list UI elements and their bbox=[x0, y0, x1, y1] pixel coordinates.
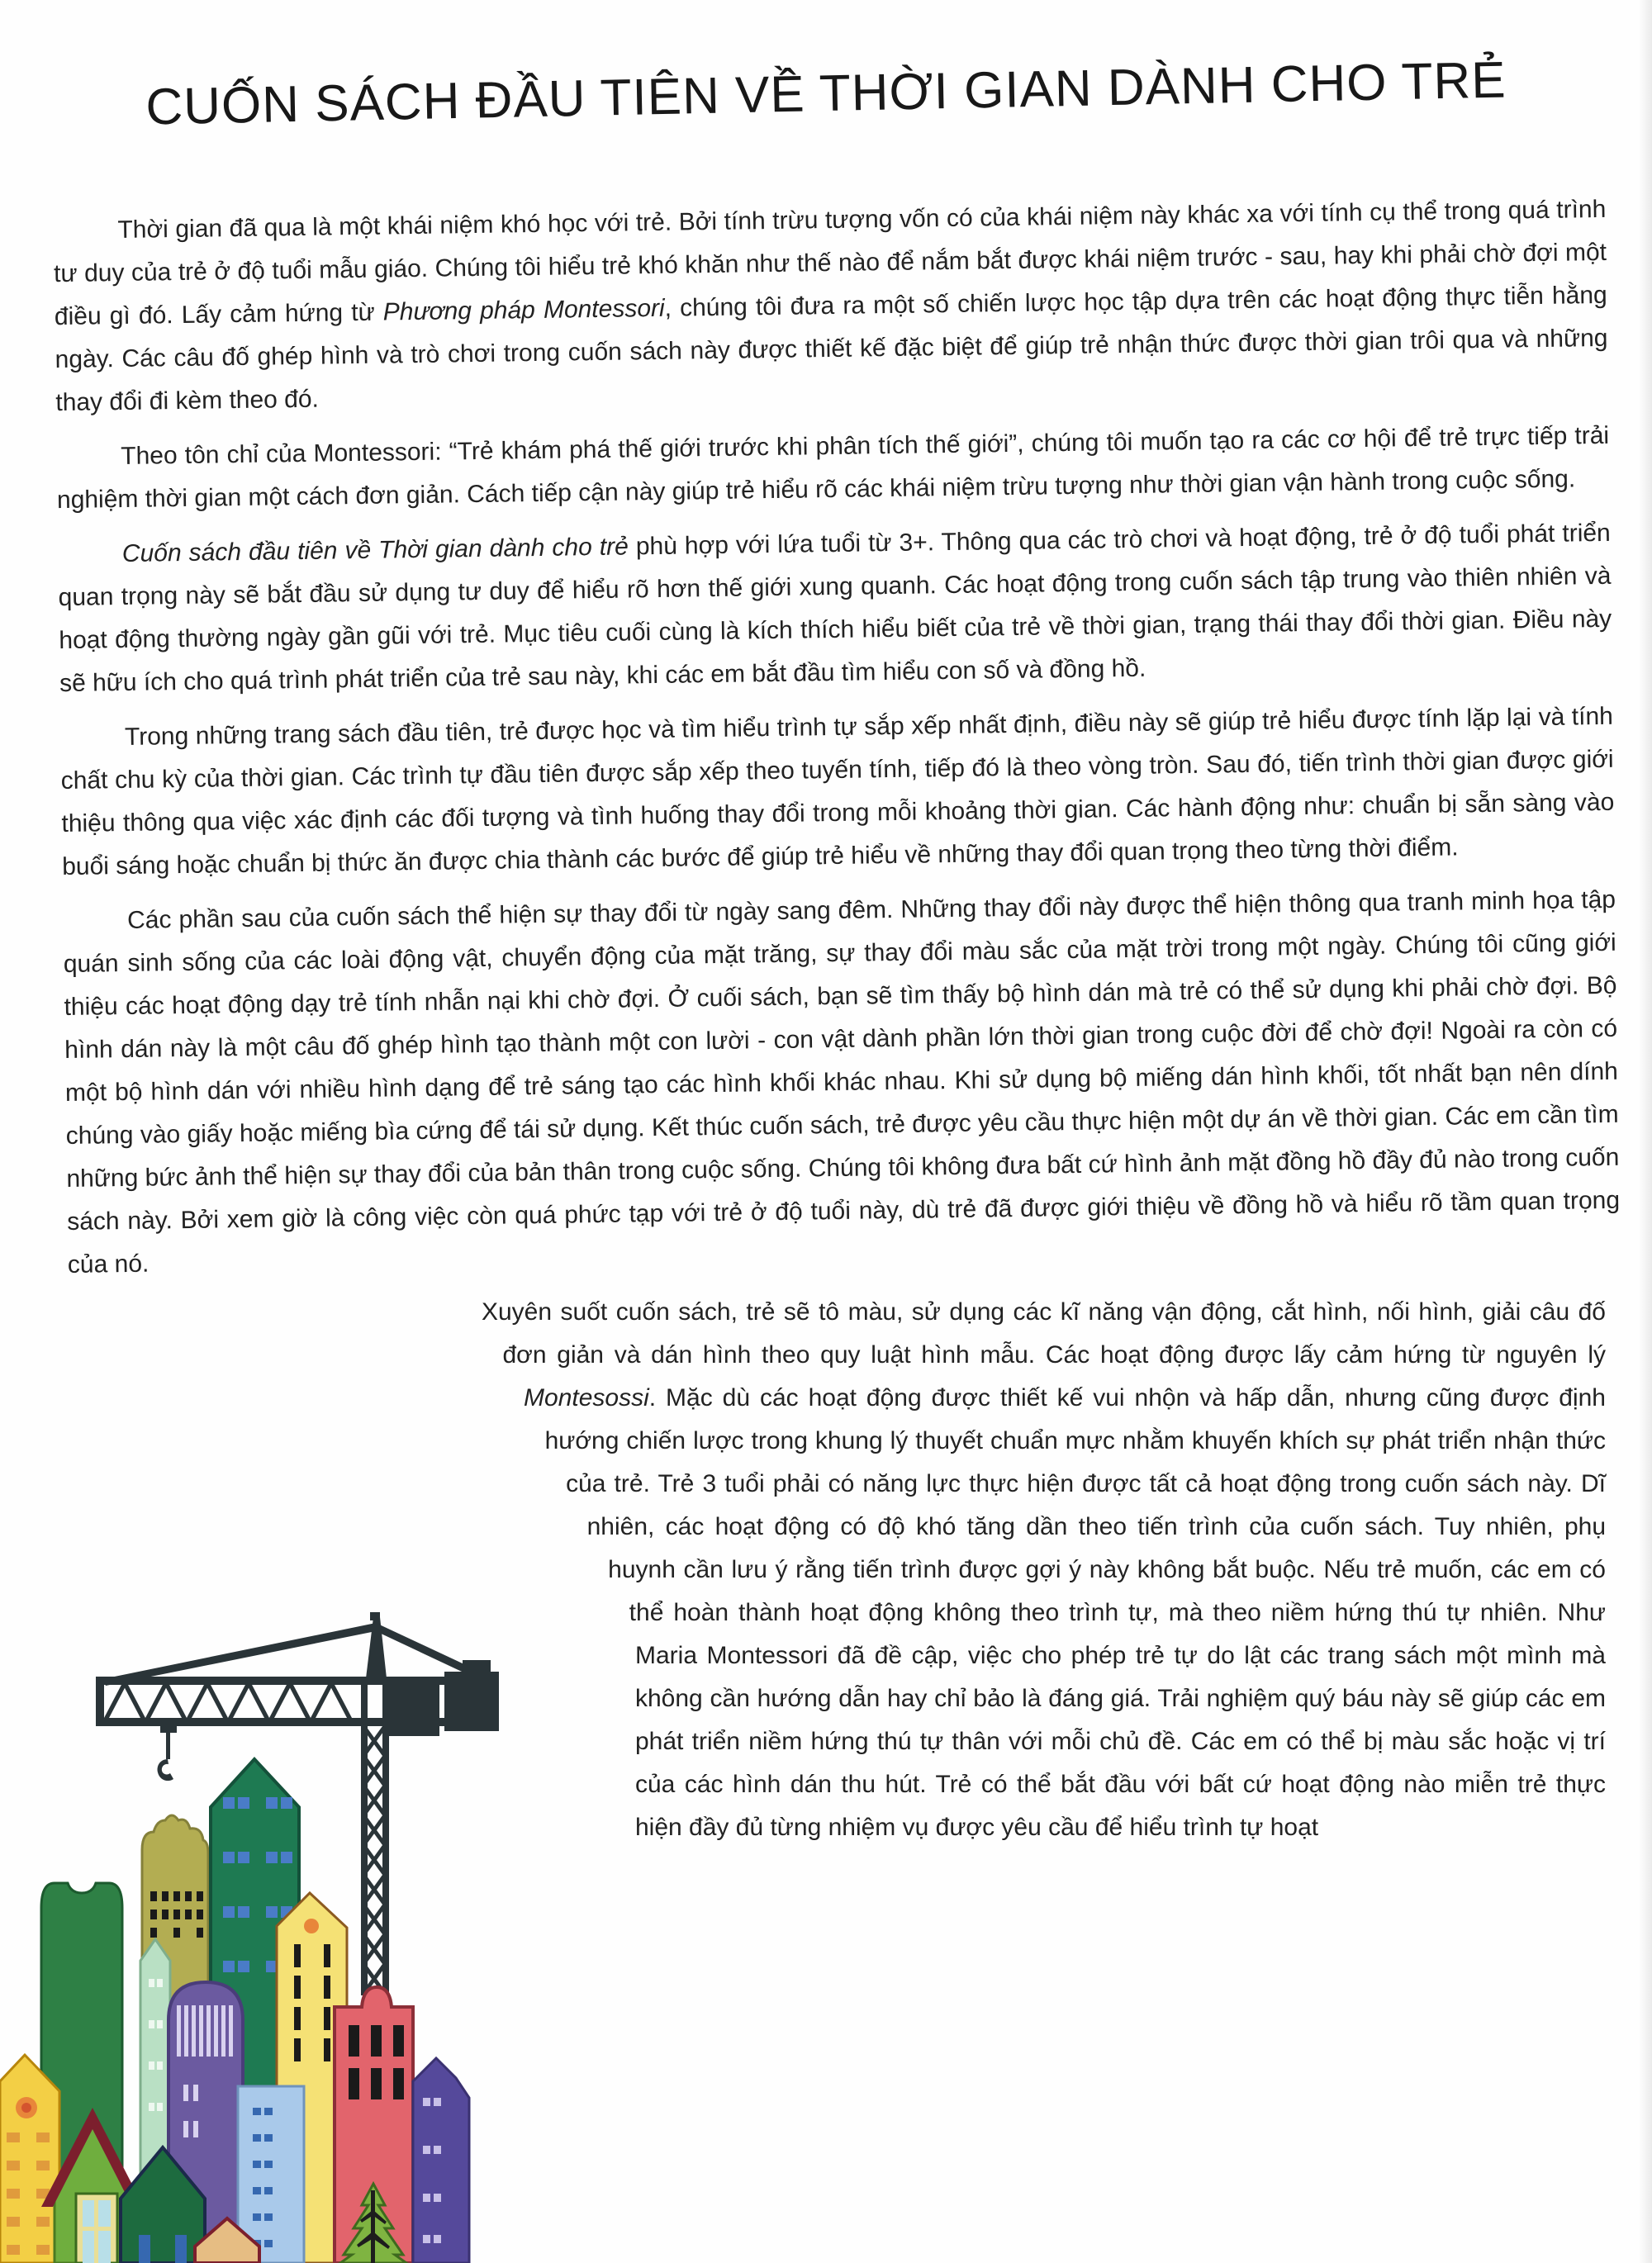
intro-paragraph-4: Trong những trang sách đầu tiên, trẻ được học và tìm hiểu trình tự sắp xếp nhất định, điều này sẽ giúp trẻ hiểu được tính lặp lại và tính chất chu kỳ của thời gian. Các trình tự đầu tiên được sắp xếp theo tuyến tính, tiếp đó là theo vòng tròn. Sau đó, tiến trình thời gian được giới thiệu thông qua việc xác định các đối tượng và tình huống thay đổi trong mỗi khoảng thời gian. Các hành động như: chuẩn bị sẵn sàng vào buổi sáng hoặc chuẩn bị thức ăn được chia thành các bước để giúp trẻ hiểu về những thay đổi quan trọng theo từng thời điểm. bbox=[60, 703, 1615, 881]
intro-paragraph-1: Thời gian đã qua là một khái niệm khó học với trẻ. Bởi tính trừu tượng vốn có của khái niệm này khác xa với tính cụ thể trong quá trình tư duy của trẻ ở độ tuổi mẫu giáo. Chúng tôi hiểu trẻ khó khăn như thế nào để nắm bắt được khái niệm trước - sau, hay khi phải chờ đợi một điều gì đó. Lấy cảm hứng từ Phương pháp Montessori, chúng tôi đưa ra một số chiến lược học tập dựa trên các hoạt động thực tiễn hằng ngày. Các câu đố ghép hình và trò chơi trong cuốn sách này được thiết kế đặc biệt để giúp trẻ nhận thức được thời gian trôi qua và những thay đổi đi kèm theo đó. bbox=[53, 196, 1608, 417]
intro-paragraph-5: Các phần sau của cuốn sách thể hiện sự thay đổi từ ngày sang đêm. Những thay đổi này được thể hiện thông qua tranh minh họa tập quán sinh sống của các loài động vật, chuyển động của mặt trăng, sự thay đổi màu sắc của mặt trời trong một ngày. Chúng tôi cũng giới thiệu các hoạt động dạy trẻ tính nhẫn nại khi chờ đợi. Ở cuối sách, bạn sẽ tìm thấy bộ hình dán mà trẻ có thể sử dụng khi phải chờ đợi. Bộ hình dán này là một câu đố ghép hình tạo thành một con lười - con vật dành phần lớn thời gian trong cuộc đời để chờ đợi! Ngoài ra còn có một bộ hình dán với nhiều hình dạng để trẻ sáng tạo các hình khối khác nhau. Khi sử dụng bộ miếng dán hình khối, tốt nhất bạn nên dính chúng vào giấy hoặc miếng bìa cứng để tái sử dụng. Kết thúc cuốn sách, trẻ được yêu cầu thực hiện một dự án về thời gian. Các em cần tìm những bức ảnh thể hiện sự thay đổi của bản thân trong cuộc sống. Chúng tôi không đưa bất cứ hình ảnh mặt đồng hồ đầy đủ nào trong cuốn sách này. Bởi xem giờ là công việc còn quá phức tạp với trẻ ở độ tuổi này, dù trẻ đã được giới thiệu về đồng hồ và hiểu rõ tầm quan trọng của nó. bbox=[63, 886, 1621, 1279]
indigo-building bbox=[413, 2058, 469, 2263]
intro-paragraph-6: Xuyên suốt cuốn sách, trẻ sẽ tô màu, sử dụng các kĩ năng vận động, cắt hình, nối hình, giải câu đố đơn giản và dán hình theo quy luật hình mẫu. Các hoạt động được lấy cảm hứng từ nguyên lý Montesossi. Mặc dù các hoạt động được thiết kế vui nhộn và hấp dẫn, nhưng cũng được định hướng chiến lược trong khung lý thuyết chuẩn mực nhằm khuyến khích sự phát triển nhận thức của trẻ. Trẻ 3 tuổi phải có năng lực thực hiện được tất cả hoạt động trong cuốn sách này. Dĩ nhiên, các hoạt động có độ khó tăng dần theo tiến trình của cuốn sách. Tuy nhiên, phụ huynh cần lưu ý rằng tiến trình được gợi ý này không bắt buộc. Nếu trẻ muốn, các em có thể hoàn thành hoạt động không theo trình tự, mà theo niềm hứng thú tự nhiên. Như Maria Montessori đã đề cập, việc cho phép trẻ tự do lật các trang sách một mình mà không cần hướng dẫn hay chỉ bảo là đáng giá. Trải nghiệm quý báu này sẽ giúp các em phát triển niềm hứng thú tự thân với mỗi chủ đề. Các em có thể bị màu sắc hoặc vị trí của các hình dán thu hút. Trẻ có thể bắt đầu với bất cứ hoạt động nào miễn trẻ thực hiện đầy đủ từng nhiệm vụ được yêu cầu để hiểu trình tự hoạt bbox=[481, 1298, 1606, 1842]
intro-paragraph-2: Theo tôn chỉ của Montessori: “Trẻ khám phá thế giới trước khi phân tích thế giới”, chúng tôi muốn tạo ra các cơ hội để trẻ trực tiếp trải nghiệm thời gian một cách đơn giản. Cách tiếp cận này giúp trẻ hiểu rõ các khái niệm trừu tượng như thời gian vận hành trong cuộc sống. bbox=[56, 422, 1610, 515]
page-title: CUỐN SÁCH ĐẦU TIÊN VỀ THỜI GIAN DÀNH CHO TRẺ bbox=[145, 51, 1507, 136]
bright-yellow-left-building bbox=[0, 2055, 59, 2263]
intro-paragraph-3: Cuốn sách đầu tiên về Thời gian dành cho trẻ phù hợp với lứa tuổi từ 3+. Thông qua các trò chơi và hoạt động, trẻ ở độ tuổi phát triển quan trọng này sẽ bắt đầu sử dụng tư duy để hiểu rõ hơn thế giới xung quanh. Các hoạt động trong cuốn sách tập trung vào thiên nhiên và hoạt động thường ngày gần gũi với trẻ. Mục tiêu cuối cùng là kích thích hiểu biết của trẻ về thời gian, trạng thái thay đổi thời gian. Điều này sẽ hữu ích cho quá trình phát triển của trẻ sau này, khi các em bắt đầu tìm hiểu con số và đồng hồ. bbox=[58, 519, 1612, 698]
intro-text-column bbox=[53, 188, 1621, 1287]
city-skyline-illustration bbox=[0, 1520, 545, 2263]
